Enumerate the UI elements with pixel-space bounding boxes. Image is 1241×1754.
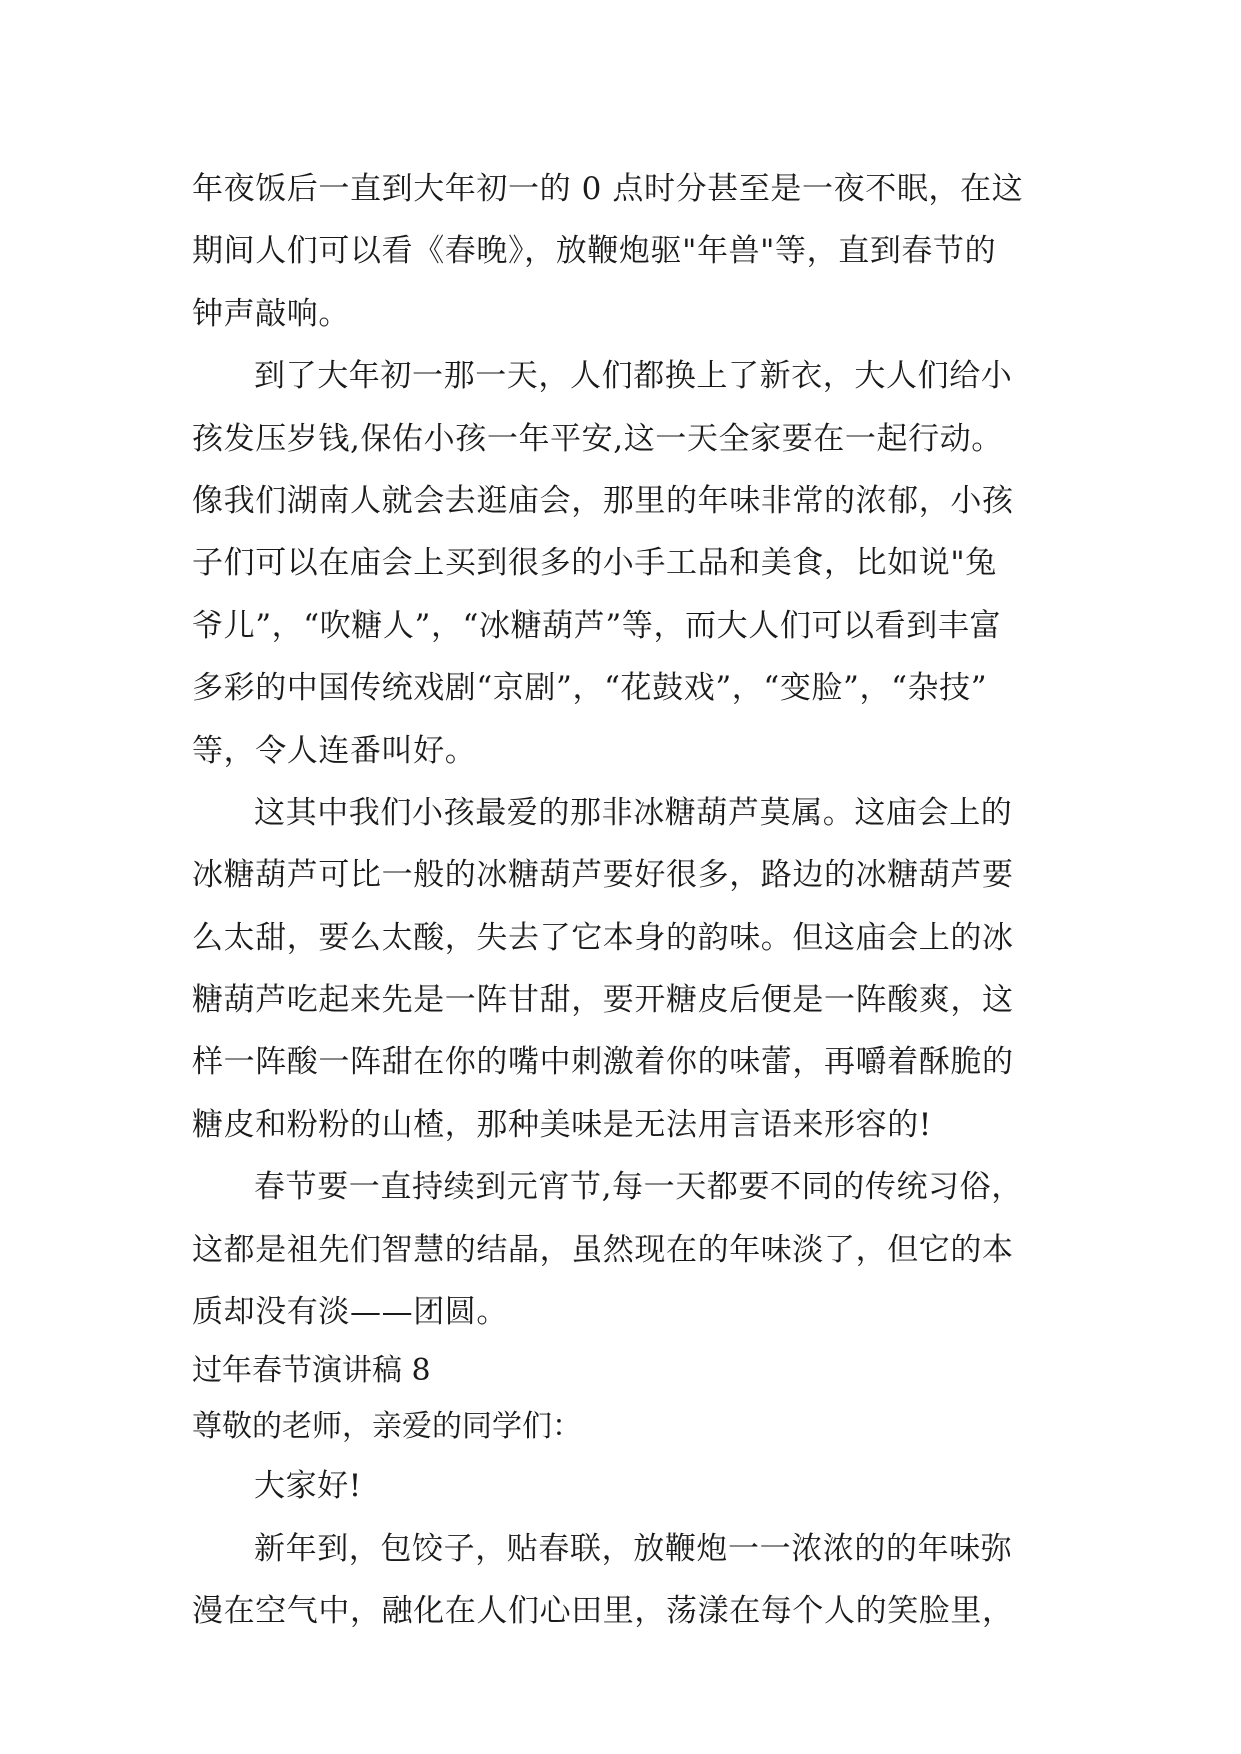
text-line: 期间人们可以看《春晚》，放鞭炮驱"年兽"等，直到春节的 [192,233,997,270]
text-line: 这都是祖先们智慧的结晶，虽然现在的年味淡了，但它的本 [192,1231,1014,1268]
text-line: 冰糖葫芦可比一般的冰糖葫芦要好很多，路边的冰糖葫芦要 [192,857,1014,894]
essay-body [192,158,1052,1343]
text-line: 这其中我们小孩最爱的那非冰糖葫芦莫属。这庙会上的 [254,794,1013,831]
text-line: 大家好! [254,1468,362,1505]
text-line: 等，令人连番叫好。 [192,732,477,769]
text-line: 钟声敲响。 [192,295,350,332]
text-line: 样一阵酸一阵甜在你的嘴中刺激着你的味蕾，再嚼着酥脆的 [192,1044,1014,1081]
text-line: 质却没有淡——团圆。 [192,1294,508,1331]
text-line: 糖葫芦吃起来先是一阵甘甜，要开糖皮后便是一阵酸爽，这 [192,982,1014,1019]
text-line: 多彩的中国传统戏剧“京剧”，“花鼓戏”，“变脸”，“杂技” [192,670,988,707]
text-line: 春节要一直持续到元宵节,每一天都要不同的传统习俗， [254,1169,1023,1206]
text-line: 孩发压岁钱,保佑小孩一年平安,这一天全家要在一起行动。 [192,420,1003,457]
text-line: 年夜饭后一直到大年初一的 0 点时分甚至是一夜不眠，在这 [192,171,1024,207]
text-line: 么太甜，要么太酸，失去了它本身的韵味。但这庙会上的冰 [192,919,1014,956]
text-line: 子们可以在庙会上买到很多的小手工品和美食，比如说"兔 [192,545,997,582]
text-line: 到了大年初一那一天，人们都换上了新衣，大人们给小 [254,358,1013,395]
speech-body [192,1455,1052,1642]
text-line: 漫在空气中，融化在人们心田里，荡漾在每个人的笑脸里， [192,1593,1014,1630]
text-line: 糖皮和粉粉的山楂，那种美味是无法用言语来形容的! [192,1106,932,1143]
text-line: 新年到，包饺子，贴春联，放鞭炮一一浓浓的的年味弥 [254,1530,1013,1567]
text-line: 爷儿”，“吹糖人”，“冰糖葫芦”等，而大人们可以看到丰富 [192,607,1002,644]
section-heading: 过年春节演讲稿 8 [192,1353,431,1389]
document-page [192,158,1052,1643]
salutation: 尊敬的老师，亲爱的同学们： [192,1409,582,1445]
text-line: 像我们湖南人就会去逛庙会，那里的年味非常的浓郁，小孩 [192,482,1014,519]
